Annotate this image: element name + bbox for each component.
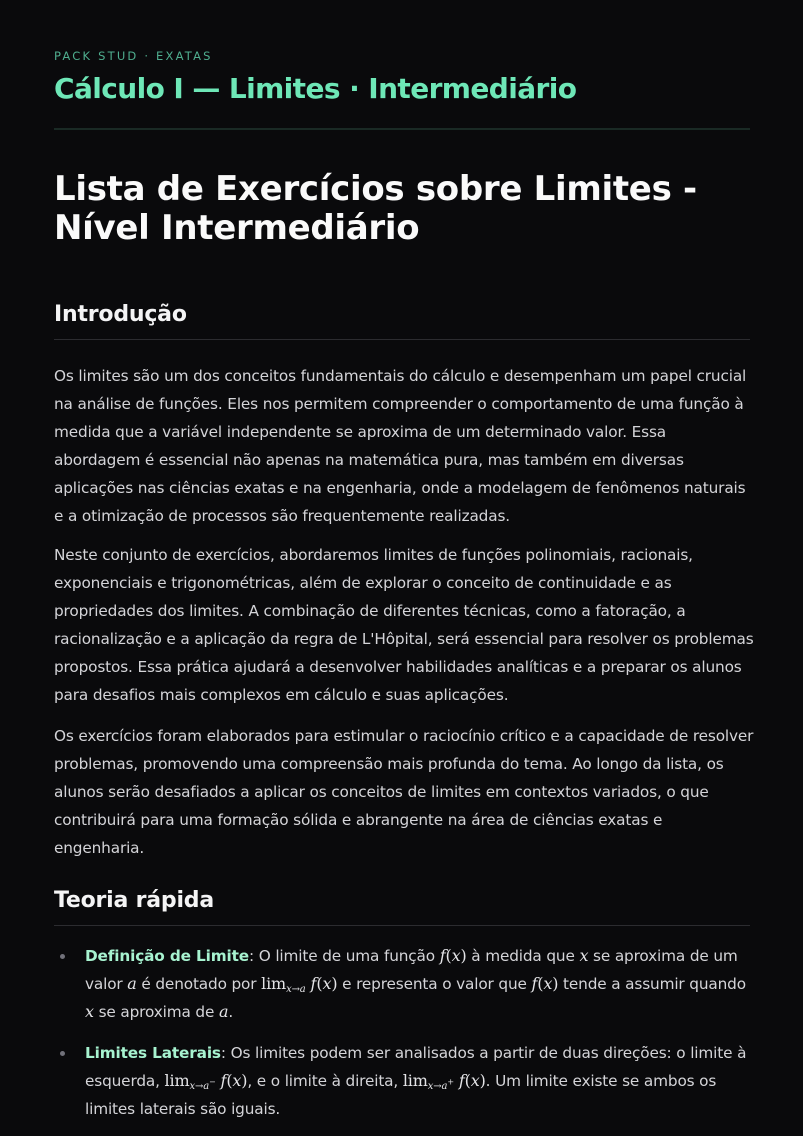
math-f-of-x: f(x) [531, 974, 559, 993]
theory-term: Limites Laterais [85, 1044, 221, 1062]
bullet-icon [60, 1051, 65, 1056]
math-a: a [218, 1002, 229, 1021]
theory-item-definition [54, 942, 750, 1026]
theory-text: : Os limites podem ser analisados a partir de duas direções: o limite à esquerda, [85, 1044, 747, 1090]
math-x: x [579, 946, 589, 965]
math-f-of-x: f(x) [439, 946, 467, 965]
document-title: Lista de Exercícios sobre Limites - Nível Intermediário [54, 169, 697, 248]
theory-text: : O limite de uma função [249, 947, 440, 965]
theory-text: é denotado por [136, 975, 262, 993]
math-right-limit: $\lim_{x\to a^+} f(x)$ [402, 1071, 486, 1092]
theory-text: . [228, 1003, 234, 1021]
header-eyebrow: PACK STUD · EXATAS [54, 49, 213, 63]
math-x: x [85, 1002, 94, 1021]
intro-paragraph-1: Os limites são um dos conceitos fundamentais do cálculo e desempenham um papel crucial na análise de funções. Eles nos permitem compreender o comportamento de uma função à medida que a variável independente se aproxima de um determinado valor. Essa abordagem é essencial não apenas na matemática pura, mas também em diversas aplicações nas ciências exatas e na engenharia, onde a modelagem de fenômenos naturais e a otimização de processos são frequentemente realizadas. [54, 367, 747, 525]
intro-paragraph-2: Neste conjunto de exercícios, abordaremos limites de funções polinomiais, racionais, exponenciais e trigonométricas, além de explorar o conceito de continuidade e as propriedades dos limites. A combinação de diferentes técnicas, como a fatoração, a racionalização e a aplicação da regra de L'Hôpital, será essencial para resolver os problemas propostos. Essa prática ajudará a desenvolver habilidades analíticas e a preparar os alunos para desafios mais complexos em cálculo e suas aplicações. [54, 546, 754, 704]
theory-text: à medida que [466, 947, 580, 965]
theory-list [54, 942, 750, 1136]
math-left-limit: $\lim_{x\to a^-} f(x)$ [164, 1071, 248, 1092]
page-header [54, 44, 750, 130]
theory-text: tende a assumir quando [558, 975, 746, 993]
header-title: Cálculo I — Limites · Intermediário [54, 72, 577, 105]
bullet-icon [60, 954, 65, 959]
math-limit: $\lim_{x\to a} f(x)$ [261, 974, 338, 995]
math-a: a [127, 974, 137, 993]
theory-item-lateral-limits [54, 1039, 750, 1123]
theory-heading: Teoria rápida [54, 888, 750, 926]
theory-text: . Um limite existe se ambos os limites laterais são iguais. [85, 1072, 717, 1118]
theory-text: se aproxima de um valor [85, 947, 738, 993]
theory-text: , e o limite à direita, [247, 1072, 403, 1090]
intro-heading: Introdução [54, 302, 750, 340]
theory-term: Definição de Limite [85, 947, 249, 965]
theory-text: e representa o valor que [337, 975, 532, 993]
intro-paragraph-3: Os exercícios foram elaborados para estimular o raciocínio crítico e a capacidade de resolver problemas, promovendo uma compreensão mais profunda do tema. Ao longo da lista, os alunos serão desafiados a aplicar os conceitos de limites em contextos variados, o que contribuirá para uma formação sólida e abrangente na área de ciências exatas e engenharia. [54, 727, 754, 857]
theory-text: se aproxima de [93, 1003, 219, 1021]
